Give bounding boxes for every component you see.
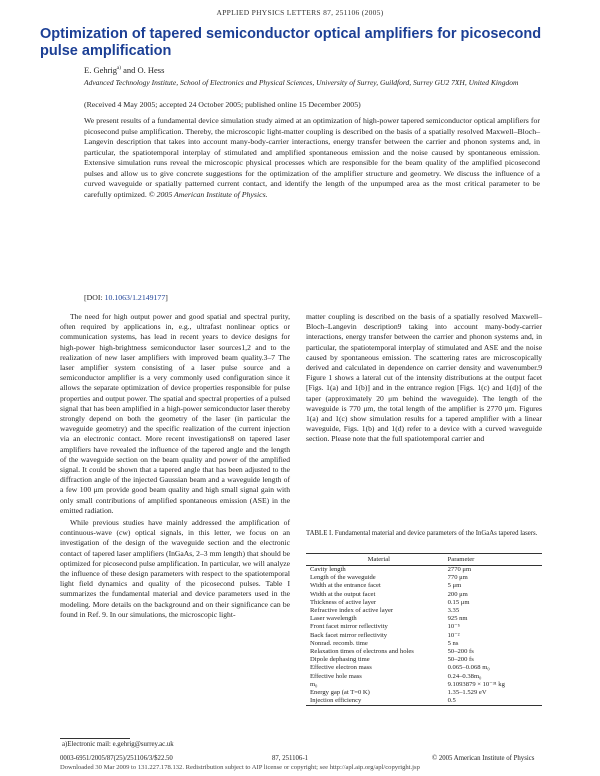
abstract (84, 116, 540, 200)
author-footnote-mark: a) (117, 66, 121, 72)
authors (84, 65, 164, 75)
table-cell-parameter: 925 nm (447, 615, 468, 623)
table-row (306, 689, 542, 697)
table-row (306, 566, 542, 575)
table-cell-material: Nonrad. recomb. time (310, 639, 368, 647)
table-cell-parameter: 50–200 fs (447, 648, 474, 656)
table-row (306, 664, 542, 672)
table-row (306, 673, 542, 681)
table-row (306, 623, 542, 631)
table-header-material: Material (306, 554, 448, 566)
author-2: and O. Hess (120, 65, 165, 75)
table-cell-material: Front facet mirror reflectivity (310, 623, 388, 631)
body-paragraph: matter coupling is described on the basis of a spatially resolved Maxwell–Bloch–Langevin description9 taking into account many-body-carrier interactions, energy transfer between the carrier and phonon systems and, in particular, the spatiotemporal interplay of stimulated and ASE and the noise caused by spontaneous emission. The scattering rates are microscopically derived and calculated in dependence on carrier density and wavenumber.9 Figure 1 shows a lateral cut of the intensity distributions at the output facet [Figs. 1(a) and 1(b)] and in the entrance region [Figs. 1(c) and 1(d)] of the taper (approximately 20 μm behind the waveguide). The length of the waveguide is 770 μm, the total length of the amplifier is 2770 μm. Figures 1(a) and 1(c) show simulation results for a tapered amplifier with a linear waveguide, Figs. 1(b) and 1(d) refer to a device with a curved waveguide section. Please note that the full spatiotemporal carrier and (306, 312, 542, 444)
doi-prefix: [DOI: (84, 293, 105, 302)
table-cell-material: Effective hole mass (310, 672, 362, 680)
table-row (306, 607, 542, 615)
doi-link[interactable]: 10.1063/1.2149177 (104, 293, 166, 302)
table-row (306, 615, 542, 623)
table-cell-parameter: 50–200 fs (447, 656, 474, 664)
table-cell-parameter: 0.24–0.38m₀ (447, 672, 482, 680)
table-row (306, 656, 542, 664)
footer-page-number: 87, 251106-1 (272, 755, 308, 762)
download-notice: Downloaded 30 Mar 2009 to 131.227.178.132. Redistribution subject to AIP license or copyright; see http://apl.aip.org/apl/copyright.jsp (60, 764, 420, 771)
table-cell-parameter: 2770 μm (447, 566, 472, 573)
table-cell-material: Back facet mirror reflectivity (310, 631, 388, 639)
table-cell-parameter: 200 μm (447, 590, 468, 598)
table-cell-parameter: 0.15 μm (447, 598, 470, 606)
table-cell-material: Relaxation times of electrons and holes (310, 648, 414, 656)
footnote-divider (60, 738, 130, 739)
table-row (306, 697, 542, 706)
table-row (306, 681, 542, 689)
table-cell-parameter: 0.5 (448, 697, 542, 706)
body-paragraph: While previous studies have mainly addressed the amplification of continuous-wave (cw) optical signals, in this letter, we focus on an investigation of the design of the waveguide section and the electronic contact of tapered laser amplifiers (InGaAs, 2–3 mm length) that should be optimized for picosecond pulse amplification. In particular, we will analyze the influence of these design parameters with respect to the spatiotemporal light field dynamics and quality of the picosecond pulses. Table I summarizes the fundamental material and device parameters used in the modeling. More details on the background and on their significance can be found in Ref. 9. In our simulations, the microscopic light- (60, 518, 290, 619)
table-row (306, 640, 542, 648)
table-cell-material: Injection efficiency (306, 697, 448, 706)
table-cell-parameter: 5 ns (447, 639, 459, 647)
table-row (306, 574, 542, 582)
footnote: a)Electronic mail: e.gehrig@surrey.ac.uk (62, 741, 174, 748)
table-row (306, 591, 542, 599)
table-cell-parameter: 770 μm (447, 574, 468, 582)
abstract-text: We present results of a fundamental device simulation study aimed at an optimization of high-power tapered semiconductor optical amplifiers for picosecond pulse amplification. Thereby, the microscopic light-matter coupling is described on the basis of a spatially resolved Maxwell–Bloch–Langevin description that takes into account many-body-carrier interactions, energy transfer between the carrier and phonon systems and, in particular, the spatiotemporal interplay of stimulated and amplified spontaneous emission and the noise caused by spontaneous emission. Extensive simulation runs reveal the microscopic physical processes which are responsible for the beam quality of the amplified picosecond pulses and allow us to give concrete suggestions for the optimization of the amplifier structure and geometry. We discuss the influence of a curved waveguide or spatially patterned current contact, and identify the length of the unpumped area as the most critical parameter to be carefully optimized. (84, 116, 540, 199)
footer-issn: 0003-6951/2005/87(25)/251106/3/$22.50 (60, 755, 173, 762)
table-cell-parameter: 5 μm (447, 582, 462, 590)
table-cell-material: m₀ (310, 680, 318, 688)
table-row (306, 582, 542, 590)
table-row (306, 599, 542, 607)
table-cell-material: Energy gap (at T=0 K) (310, 689, 370, 697)
article-title: Optimization of tapered semiconductor optical amplifiers for picosecond pulse amplification (40, 26, 542, 59)
table-cell-material: Refractive index of active layer (310, 607, 394, 615)
doi-line (84, 293, 168, 302)
table-cell-material: Width at the entrance facet (310, 582, 381, 590)
table-cell-material: Dipole dephasing time (310, 656, 370, 664)
body-column-right (306, 312, 542, 447)
table-cell-material: Cavity length (310, 566, 346, 573)
running-head: APPLIED PHYSICS LETTERS 87, 251106 (2005) (216, 8, 384, 17)
table-cell-parameter: 3.35 (447, 607, 460, 615)
table-caption: TABLE I. Fundamental material and device parameters of the InGaAs tapered lasers. (306, 530, 538, 537)
table-body (306, 566, 542, 706)
table-cell-parameter: 10⁻⁵ (447, 623, 460, 631)
table-header-parameter: Parameter (448, 554, 542, 566)
footer-copyright: © 2005 American Institute of Physics (432, 755, 535, 762)
received-dates: (Received 4 May 2005; accepted 24 October 2005; published online 15 December 2005) (84, 100, 361, 109)
table-row (306, 648, 542, 656)
table-cell-parameter: 0.065–0.068 m₀ (447, 664, 490, 672)
table-row (306, 632, 542, 640)
table-cell-material: Thickness of active layer (310, 598, 377, 606)
doi-suffix: ] (165, 293, 168, 302)
table-header-row (306, 554, 542, 566)
body-column-left (60, 312, 290, 622)
table-cell-material: Length of the waveguide (310, 574, 376, 582)
body-paragraph: The need for high output power and good spatial and spectral purity, often required by applications in, e.g., ultrafast nonlinear optics or communication systems, has lead in recent years to device designs for high-power high-brightness semiconductor laser sources1,2 and to the realization of new laser amplifiers with improved beam quality.3–7 The laser amplifier system consisting of a laser pulse source and a semiconductor amplifier is a very commonly used configuration since it allows the separate optimization of device properties responsible for pulse properties and output power. The spatial and spectral properties of a pulsed signal that has been amplified in a high-power semiconductor laser thereby strongly depend on both the geometry of the laser (in particular the waveguide geometry) and the specific realization of the current injection via an electronic contact. More recent investigations8 on tapered laser amplifiers have revealed the influence of the tapered angle and the length of the waveguide section on the beam quality and power of the amplified signal. It could be shown that a tapered angle that has been adjusted to the diffraction angle of the injected Gaussian beam and a waveguide length of a few 100 μm provide good beam quality and high small signal gain with only small contributions of amplified spontaneous emission (ASE) in the emitted radiation. (60, 312, 290, 515)
table-cell-parameter: 9.1093879 × 10⁻³¹ kg (447, 680, 505, 688)
table-cell-material: Laser wavelength (310, 615, 357, 623)
table-cell-parameter: 10⁻² (447, 631, 460, 639)
affiliation: Advanced Technology Institute, School of Electronics and Physical Sciences, University of Surrey, Guildford, Surrey GU2 7XH, United Kingdom (84, 78, 519, 87)
table-cell-parameter: 1.35–1.529 eV (447, 689, 487, 697)
copyright-notice: © 2005 American Institute of Physics. (146, 189, 268, 199)
parameter-table (306, 553, 542, 706)
table-cell-material: Effective electron mass (310, 664, 372, 672)
table-cell-material: Width at the output facet (310, 590, 376, 598)
author-1: E. Gehrig (84, 65, 118, 75)
